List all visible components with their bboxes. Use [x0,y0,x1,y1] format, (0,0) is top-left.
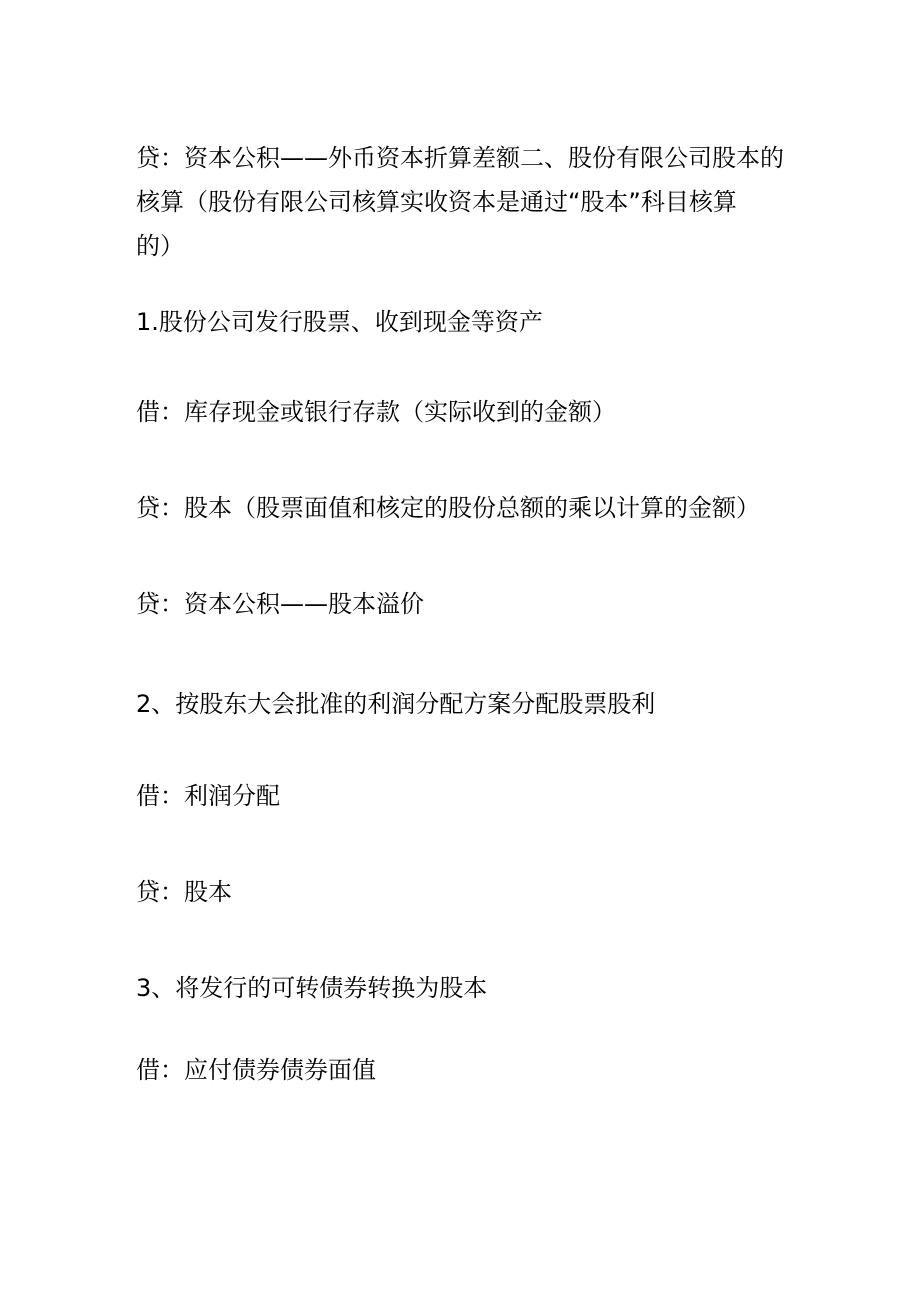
intro-line: 贷：资本公积——外币资本折算差额二、股份有限公司股本的 [136,144,784,172]
section-3-heading: 3、将发行的可转债券转换为股本 [136,974,488,1002]
section-2-heading: 2、按股东大会批准的利润分配方案分配股票股利 [136,690,656,718]
debit-entry-profit-distribution: 借：利润分配 [136,782,280,810]
credit-entry-share-capital-2: 贷：股本 [136,878,232,906]
intro-line: 核算（股份有限公司核算实收资本是通过“股本”科目核算 [136,188,737,216]
intro-paragraph [136,136,784,268]
intro-line: 的） [136,232,184,260]
debit-entry-cash: 借：库存现金或银行存款（实际收到的金额） [136,398,616,426]
section-1-heading: 1.股份公司发行股票、收到现金等资产 [136,308,543,336]
credit-entry-capital-reserve: 贷：资本公积——股本溢价 [136,590,424,618]
debit-entry-bonds-payable: 借：应付债券债券面值 [136,1056,376,1084]
credit-entry-share-capital: 贷：股本（股票面值和核定的股份总额的乘以计算的金额） [136,494,760,522]
